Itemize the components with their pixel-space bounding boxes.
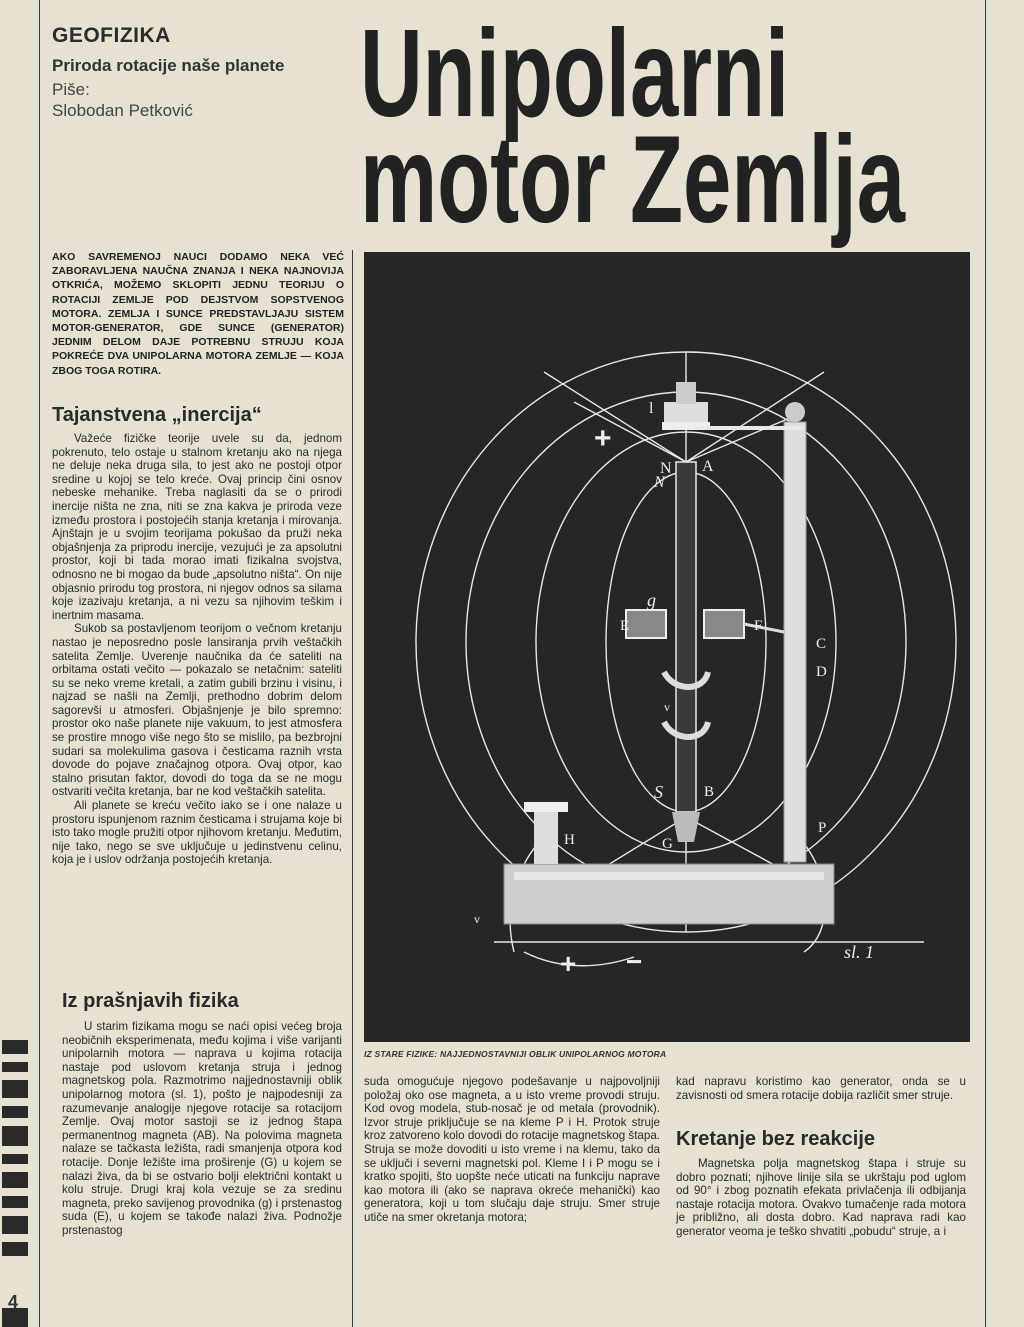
section-fizika-col2 — [364, 1075, 660, 1225]
fig-label-plus-top: + — [594, 422, 612, 455]
figure-number: sl. 1 — [844, 942, 875, 962]
paragraph: Magnetska polja magnetskog štapa i struje su dobro poznati; njihove linije sila se ukrštaju pod uglom od 90° i zbog poznatih efekata privlačenja ili odbijanja nastaje rotacija motora. Ovakvo tumačenje rada motora je približno, ali dosta dobro. Kad naprava radi kao generator veoma je teško shvatiti „pobudu“ struje, a i — [676, 1157, 966, 1238]
author-name: Slobodan Petković — [52, 101, 193, 120]
fig-label-l: l — [649, 400, 654, 417]
figure-caption: IZ STARE FIZIKE: NAJJEDNOSTAVNIJI OBLIK UNIPOLARNOG MOTORA — [364, 1049, 667, 1059]
paragraph: Ali planete se kreću večito iako se i one nalaze u prostoru ispunjenom raznim česticama i strujama koje bi isto tako mogle pružiti otpor njihovom kretanju. Međutim, nije tako, nego se sve uključuje u jedinstvenu celinu, koja je i uslov održanja postojećih kretanja. — [52, 799, 342, 867]
fig-label-F: F — [754, 618, 763, 634]
fig-label-G: G — [662, 836, 673, 852]
fig-label-v: v — [664, 700, 670, 714]
section-fizika-col3 — [676, 1075, 966, 1102]
section-heading-fizika: Iz prašnjavih fizika — [62, 990, 239, 1012]
fig-label-S: S — [654, 782, 663, 802]
paragraph: Važeće fizičke teorije uvele su da, jednom pokrenuto, telo ostaje u stalnom kretanju ako na njega ne deluje neka druga sila, to jest ako ne postoji otpor sredine u kojoj se telo kreće. Ovaj princip čini osnov nebeske mehanike. Treba naglasiti da se o prirodi inercije ništa ne zna, niti se zna kakva je priroda veze između prostora i postojećih stanja kretanja i mirovanja. Ajnštajn je u svojim teorijama pokušao da pruži neka objašnjenja za priprodu inercije, vezujući je za apsolutni prostor, koji bi tada morao imati fizikalna svojstva, odnosno ne bi mogao da bude „apsolutno ništa“. On nije objasnio prirodu tog prostora, ni njegov odnos sa silama koje izazivaju kretanja, a ni vezu sa njihovim teškim i inertnim masama. — [52, 432, 342, 622]
column-rule-1 — [352, 250, 353, 1327]
lead-paragraph: AKO SAVREMENOJ NAUCI DODAMO NEKA VEĆ ZABORAVLJENA NAUČNA ZNANJA I NEKA NAJNOVIJA OTKRIĆA, MOŽEMO SKLOPITI JEDNU TEORIJU O ROTACIJI ZEMLJE POD DEJSTVOM SOPSTVENOG MOTORA. ZEMLJA I SUNCE PREDSTAVLJAJU SISTEM MOTOR-GENERATOR, GDE SUNCE (GENERATOR) JEDNIM DELOM DAJE POTREBNU STRUJU KOJA POKREĆE DVA UNIPOLARNA MOTORA ZEMLJE — KOJA ZBOG TOGA ROTIRA. — [52, 251, 344, 377]
headline-line-2: motor Zemlja — [360, 111, 906, 249]
section-heading-kretanje: Kretanje bez reakcije — [676, 1128, 875, 1150]
section-kretanje-text — [676, 1157, 966, 1239]
section-fizika-col1 — [62, 1020, 342, 1238]
fig-label-N-upper: N — [660, 460, 672, 477]
paragraph: Sukob sa postavljenom teorijom o večnom kretanju nastao je neposredno posle lansiranja prvih veštačkih satelita Zemlje. Uverenje naučnika da će sateliti na orbitama ostati večito — pokazalo se netačnim: sateliti su se neko vreme kretali, a zatim gubili brzinu i visinu, i najzad se našli na Zemlji, prethodno dobrim delom sagorevši u atmosferi. Objašnjenje je bilo spremno: prostor oko naše planete nije vakuum, to jest atmosfera se prostire mnogo više nego što se mislilo, pa bezbrojni sudari sa molekulima gasova i česticama raznih vrsta dovode do pojave značajnog otpora. Ovaj otpor, kao stalno prisutan faktor, dovodi do toga da se ne mogu ostvariti večita kretanja, bar ne kod veštačkih satelita. — [52, 622, 342, 799]
section-inercija-text — [52, 432, 342, 867]
paragraph: suda omogućuje njegovo podešavanje u najpovoljniji položaj oko ose magneta, a u isto vreme provodi struju. Kod ovog modela, stub-nosač je od metala (provodnik). Izvor struje priključuje se na kleme P i H. Protok struje kroz zatvoreno kolo dovodi do rotacije magnetskog štapa. Struja se može dovoditi u isto vreme i na klemu, tako da se uključi i severni magnetski pol. Kleme I i P mogu se i kratko spojiti, što uopšte neće uticati na funkciju naprave kao motora ili (ako se naprava okreće mehanički) kao generatora, koji u tom slučaju daje struju. Smer struje utiče na smer okretanja motora; — [364, 1075, 660, 1224]
left-margin-rule — [39, 0, 40, 1327]
fig-label-B: B — [704, 784, 715, 800]
fig-label-C: C — [816, 636, 827, 652]
unipolar-motor-illustration — [364, 252, 970, 1042]
binding-spine — [0, 1040, 36, 1327]
paragraph: U starim fizikama mogu se naći opisi većeg broja neobičnih eksperimenata, među kojima i više varijanti unipolarnih motora — naprava u kojima rotacija nastaje pod uslovom kretanja struja i jednog magnetskog pola. Razmotrimo najjednostavniji oblik unipolarnog motora (sl. 1), pošto je najpodesniji za razumevanje analogije njegove rotacije sa rotacijom Zemlje. Ovaj motor sastoji se iz jednog štapa permanentnog magneta (AB). Na polovima magneta nalaze se tačkasta ležišta, radi smanjenja otpora kod rotacije. Donje ležište ima proširenje (G) u kojem se nalazi živa, da bi se ostvario bolji električni kontakt u kolu struje. Drugi kraj kola vezuje se za sredinu magneta, preko savijenog provodnika (g) i prstenastog suda (E), u kojem se takođe nalazi živa. Podnožje prstenastog — [62, 1020, 342, 1237]
fig-label-minus-bottom: − — [626, 946, 643, 977]
right-margin-rule — [985, 0, 986, 1327]
fig-label-g: g — [647, 590, 656, 610]
section-heading-inercija: Tajanstvena „inercija“ — [52, 404, 262, 426]
fig-label-E: E — [620, 618, 630, 634]
fig-label-D: D — [816, 664, 827, 680]
figure-unipolar-motor — [364, 252, 970, 1042]
fig-label-N-inner: N — [654, 474, 665, 491]
author-label: Piše: — [52, 80, 90, 99]
fig-label-v-bottom: v — [474, 912, 480, 926]
page-number: 4 — [8, 1292, 19, 1312]
fig-label-H: H — [564, 832, 575, 848]
fig-label-P: P — [818, 820, 827, 836]
section-label: GEOFIZIKA — [52, 24, 171, 47]
fig-label-plus-bottom: + — [560, 948, 577, 979]
paragraph: kad napravu koristimo kao generator, onda se u zavisnosti od smera rotacije dobija različit smer struje. — [676, 1075, 966, 1102]
headline-line-1: Unipolarni — [360, 5, 790, 143]
fig-label-A: A — [702, 458, 714, 475]
article-subtitle: Priroda rotacije naše planete — [52, 56, 285, 75]
